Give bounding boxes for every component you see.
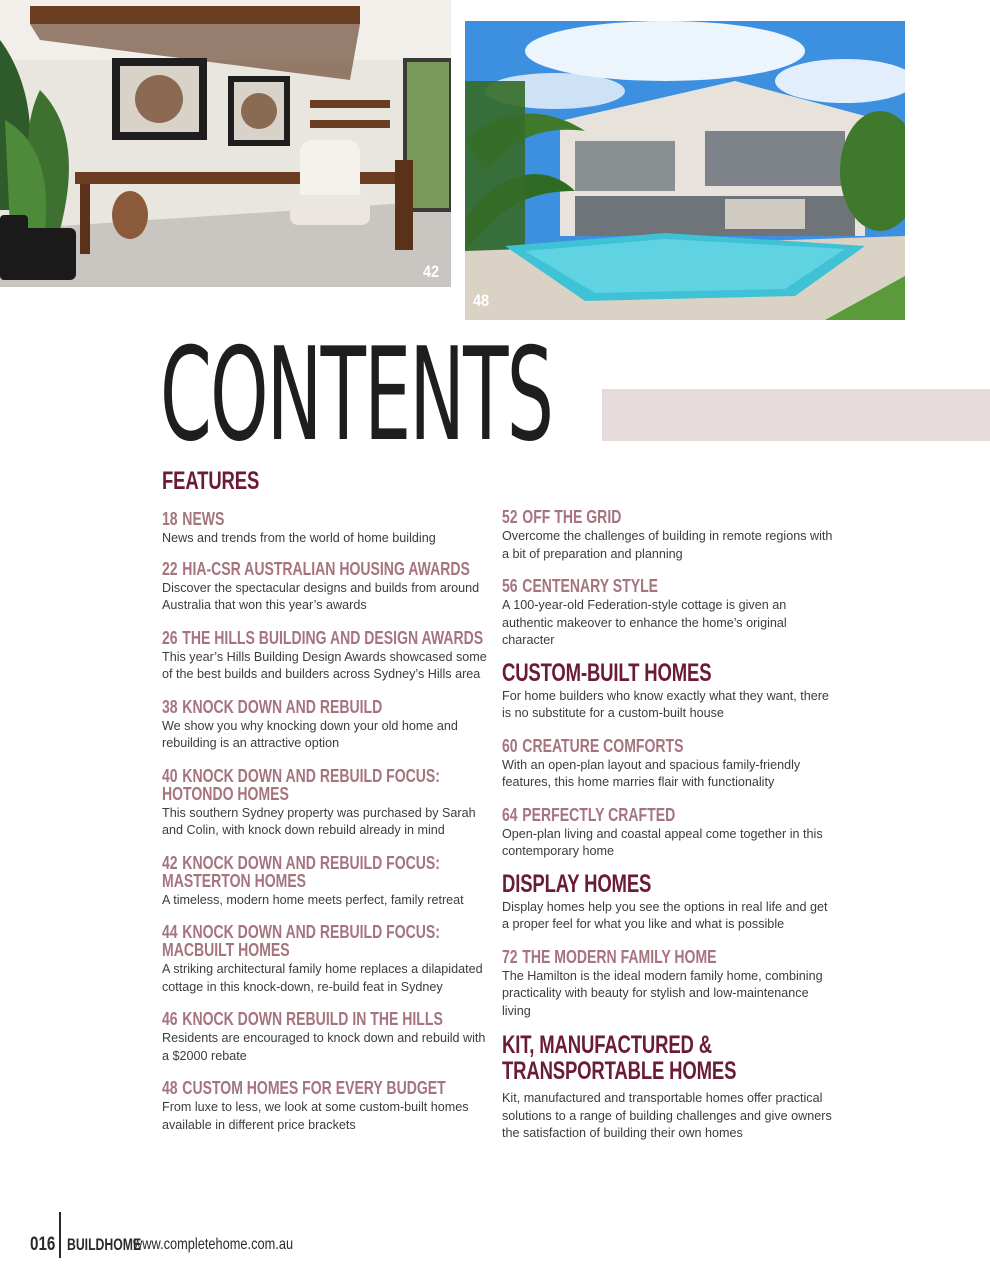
entry-title: 52 OFF THE GRID (502, 507, 622, 527)
section-intro-custom-built: For home builders who know exactly what they want, there is no substitute for a custom-built house (502, 688, 829, 720)
entry-title: 46 KNOCK DOWN REBUILD IN THE HILLS (162, 1009, 443, 1029)
section-intro-display-homes: Display homes help you see the options in real life and get a proper feel for what you like and what is possible (502, 899, 828, 931)
entry-description: A 100-year-old Federation-style cottage is given an authentic makeover to enhance the home’s original character (502, 598, 787, 647)
pool-photo (465, 21, 905, 320)
entry-macbuilt-homes[interactable] (162, 923, 492, 996)
section-heading-display-homes: DISPLAY HOMES (502, 869, 652, 898)
entry-creature-comforts[interactable] (502, 737, 837, 792)
entry-modern-family-home[interactable] (502, 948, 837, 1021)
entry-title: 40 KNOCK DOWN AND REBUILD FOCUS: (162, 765, 440, 786)
section-intro-kit: Kit, manufactured and transportable homes offer practical solutions to a range of building challenges and give owners the satisfaction of building their own homes (502, 1091, 832, 1140)
entry-title-line2: HOTONDO HOMES (162, 783, 289, 804)
interior-illustration (0, 0, 451, 287)
entry-perfectly-crafted[interactable] (502, 806, 837, 861)
section-heading-features: FEATURES (162, 467, 260, 495)
entry-title: 18 NEWS (162, 509, 225, 529)
page-folio: 016 (30, 1234, 56, 1255)
entry-description: Overcome the challenges of building in remote regions with a bit of preparation and planning (502, 529, 833, 561)
entry-hia-csr-awards[interactable] (162, 560, 492, 615)
entry-custom-homes-budget[interactable] (162, 1079, 492, 1134)
entry-description: With an open-plan layout and spacious family-friendly features, this home marries flair with functionality (502, 757, 801, 789)
entry-description: Discover the spectacular designs and builds from around Australia that won this year’s awards (162, 580, 480, 612)
entry-title: 72 THE MODERN FAMILY HOME (502, 946, 717, 967)
entry-description: From luxe to less, we look at some custom-built homes available in different price brackets (162, 1100, 469, 1132)
entry-hotondo-homes[interactable] (162, 767, 492, 840)
magazine-brand: BUILDHOME (66, 1235, 141, 1254)
entry-title: 42 KNOCK DOWN AND REBUILD FOCUS: (162, 852, 440, 873)
entry-title: 22 HIA-CSR AUSTRALIAN HOUSING AWARDS (162, 558, 470, 579)
entry-knock-down-rebuild[interactable] (162, 698, 492, 753)
title-accent-bar (602, 389, 990, 441)
page-title: CONTENTS (160, 321, 553, 470)
folio-divider (59, 1212, 61, 1258)
pool-page-number: 48 (473, 291, 490, 310)
contents-left-column (162, 468, 492, 1134)
page-footer (30, 1232, 333, 1258)
entry-description: This year’s Hills Building Design Awards showcased some of the best builds and builders across Sydney’s Hills area (162, 649, 487, 681)
contents-right-column (502, 508, 837, 1143)
entry-title-line2: MASTERTON HOMES (162, 870, 307, 891)
interior-page-number: 42 (423, 262, 440, 281)
section-heading-custom-built: CUSTOM-BUILT HOMES (502, 658, 712, 687)
entry-description: News and trends from the world of home building (162, 531, 436, 545)
entry-description: Residents are encouraged to knock down and rebuild with a $2000 rebate (162, 1031, 486, 1063)
entry-news[interactable] (162, 510, 492, 548)
entry-title: 38 KNOCK DOWN AND REBUILD (162, 696, 383, 717)
entry-description: Open-plan living and coastal appeal come together in this contemporary home (502, 826, 823, 858)
entry-description: This southern Sydney property was purchased by Sarah and Colin, with knock down rebuild already in mind (162, 805, 476, 837)
entry-title: 64 PERFECTLY CRAFTED (502, 804, 676, 825)
entry-title: 48 CUSTOM HOMES FOR EVERY BUDGET (162, 1078, 446, 1098)
entry-description: We show you why knocking down your old home and rebuilding is an attractive option (162, 718, 458, 750)
entry-title: 26 THE HILLS BUILDING AND DESIGN AWARDS (162, 627, 484, 648)
entry-masterton-homes[interactable] (162, 854, 492, 910)
entry-title: 56 CENTENARY STYLE (502, 576, 659, 596)
entry-description: A timeless, modern home meets perfect, family retreat (162, 892, 464, 907)
entry-title: 44 KNOCK DOWN AND REBUILD FOCUS: (162, 922, 440, 942)
entry-centenary-style[interactable] (502, 577, 837, 650)
interior-photo (0, 0, 451, 287)
section-heading-kit-line2: TRANSPORTABLE HOMES (502, 1057, 737, 1085)
entry-description: The Hamilton is the ideal modern family home, combining practicality with beauty for stylish and low-maintenance living (502, 968, 823, 1018)
entry-title: 60 CREATURE COMFORTS (502, 735, 684, 756)
section-heading-kit-line1: KIT, MANUFACTURED & (502, 1031, 712, 1059)
entry-rebuild-hills[interactable] (162, 1010, 492, 1065)
website-link[interactable]: www.completehome.com.au (132, 1236, 293, 1253)
entry-off-the-grid[interactable] (502, 508, 837, 563)
pool-illustration (465, 21, 905, 320)
entry-description: A striking architectural family home replaces a dilapidated cottage in this knock-down, re-build feat in Sydney (162, 962, 483, 994)
entry-hills-awards[interactable] (162, 629, 492, 684)
entry-title-line2: MACBUILT HOMES (162, 940, 290, 960)
